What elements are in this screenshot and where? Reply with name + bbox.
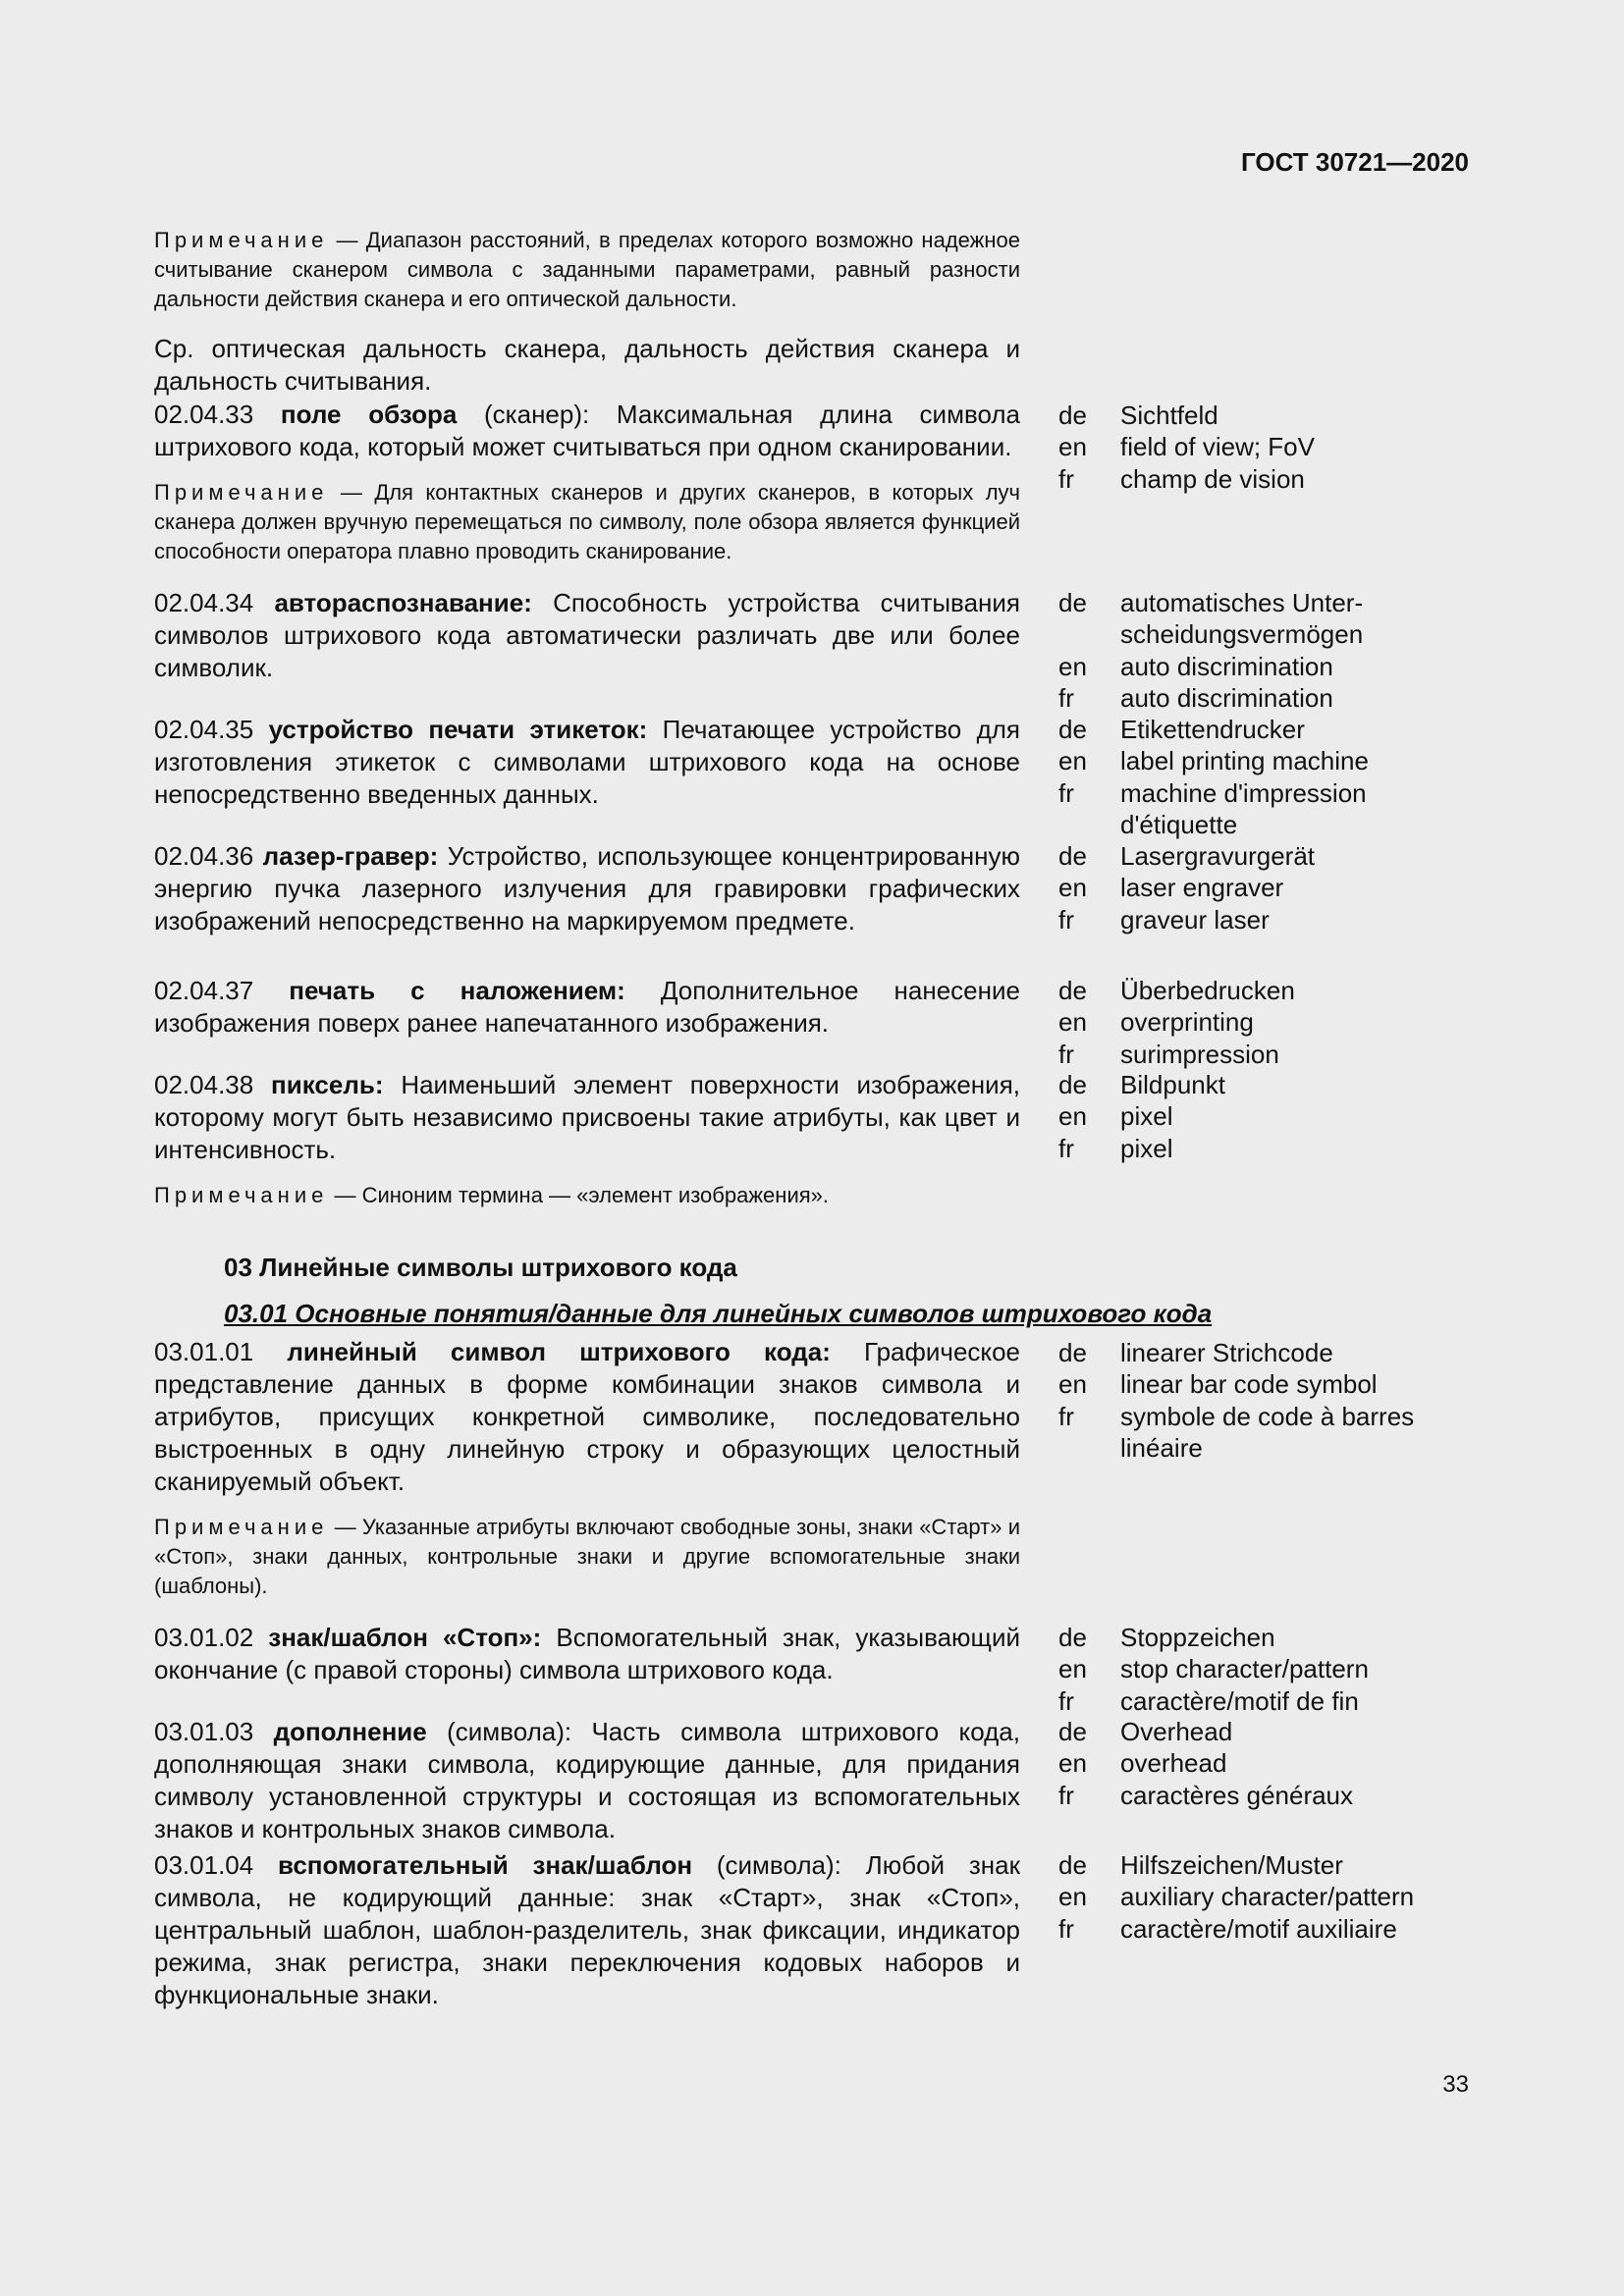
lang-row xyxy=(1058,1747,1490,1779)
lang-row xyxy=(1058,714,1490,745)
lang-row xyxy=(1058,1133,1490,1164)
note-dash: — xyxy=(336,228,358,252)
entry-term: поле обзора xyxy=(280,400,458,429)
lang-term: label printing machine xyxy=(1120,746,1369,776)
lang-code: en xyxy=(1058,1007,1087,1038)
note-dash: — xyxy=(340,480,362,505)
lang-code: en xyxy=(1058,873,1087,903)
lang-code: de xyxy=(1058,1623,1087,1652)
entry-03-01-03 xyxy=(154,1716,1020,1845)
lang-row xyxy=(1058,1006,1490,1038)
lang-row xyxy=(1058,1069,1490,1100)
entry-02-04-38 xyxy=(154,1069,1020,1166)
entry-number: 03.01.02 xyxy=(154,1623,254,1652)
page-number: 33 xyxy=(1442,2071,1469,2098)
note-field-of-view xyxy=(154,478,1020,566)
lang-row xyxy=(1058,745,1490,776)
lang-term: auxiliary character/pattern xyxy=(1120,1882,1415,1912)
lang-term: Etikettendrucker xyxy=(1120,715,1305,744)
lang-term: Bildpunkt xyxy=(1120,1070,1225,1099)
lang-row xyxy=(1058,840,1490,872)
lang-term: surimpression xyxy=(1120,1039,1279,1069)
lang-row xyxy=(1058,904,1490,935)
lang-code: en xyxy=(1058,1748,1087,1779)
lang-term: Hilfszeichen/Muster xyxy=(1120,1850,1343,1880)
lang-row xyxy=(1058,618,1490,650)
entry-number: 03.01.03 xyxy=(154,1717,254,1746)
lang-code: en xyxy=(1058,651,1087,681)
entry-03-01-04 xyxy=(154,1849,1020,2011)
entry-term: лазер-гравер: xyxy=(262,841,439,871)
lang-term: Lasergravurgerät xyxy=(1120,841,1315,871)
lang-term: stop character/pattern xyxy=(1120,1654,1369,1684)
lang-code: fr xyxy=(1058,1133,1074,1163)
entry-02-04-35 xyxy=(154,714,1020,811)
lang-row xyxy=(1058,872,1490,903)
entry-definition: (сканер): Максимальная длина символа штрихового кода, который может считываться при одном сканировании. xyxy=(154,400,1020,461)
lang-code: en xyxy=(1058,1654,1087,1684)
lang-row xyxy=(1058,1913,1490,1945)
lang-term: caractère/motif auxiliaire xyxy=(1120,1913,1397,1944)
entry-definition: Вспомогательный знак, указывающий окончание (с правой стороны) символа штрихового кода. xyxy=(154,1623,1020,1684)
lang-row xyxy=(1058,682,1490,714)
entry-number: 03.01.01 xyxy=(154,1337,254,1366)
entry-term: печать с наложением: xyxy=(289,976,625,1005)
lang-term: champ de vision xyxy=(1120,463,1305,494)
lang-term: graveur laser xyxy=(1120,904,1270,934)
lang-row xyxy=(1058,975,1490,1006)
entry-term: устройство печати этикеток: xyxy=(268,715,648,744)
lang-row xyxy=(1058,463,1490,495)
lang-term: Sichtfeld xyxy=(1120,400,1218,430)
lang-term: pixel xyxy=(1120,1133,1173,1163)
entry-term: пиксель: xyxy=(271,1070,384,1099)
lang-code: fr xyxy=(1058,1685,1074,1716)
lang-code: de xyxy=(1058,1850,1087,1880)
lang-term: Stoppzeichen xyxy=(1120,1623,1275,1652)
lang-code: fr xyxy=(1058,777,1074,808)
lang-row xyxy=(1058,1622,1490,1653)
entry-02-04-37 xyxy=(154,975,1020,1040)
lang-term: laser engraver xyxy=(1120,873,1284,903)
entry-term: знак/шаблон «Стоп»: xyxy=(268,1623,542,1652)
lang-term: pixel xyxy=(1120,1101,1173,1132)
lang-term: symbole de code à barres xyxy=(1120,1401,1415,1431)
lang-block-03-01-04 xyxy=(1058,1849,1490,1945)
lang-row xyxy=(1058,777,1490,809)
entry-definition: (символа): Любой знак символа, не кодирующий данные: знак «Старт», знак «Стоп», центральный шаблон, шаблон-разделитель, знак фиксации, индикатор режима, знак регистра, знаки переключения кодовых наборов и функциональные знаки. xyxy=(154,1850,1020,2009)
lang-code: fr xyxy=(1058,1913,1074,1944)
lang-term: auto discrimination xyxy=(1120,682,1333,713)
lang-term: Überbedrucken xyxy=(1120,976,1295,1005)
entry-definition: Печатающее устройство для изготовления этикеток с символами штрихового кода на основе непосредственно введенных данных. xyxy=(154,715,1020,809)
entry-03-01-02 xyxy=(154,1622,1020,1686)
lang-code: fr xyxy=(1058,904,1074,934)
lang-term: caractère/motif de fin xyxy=(1120,1685,1359,1716)
lang-block-02-04-37 xyxy=(1058,975,1490,1070)
section-heading-03: 03 Линейные символы штрихового кода xyxy=(224,1253,737,1282)
lang-row xyxy=(1058,1881,1490,1912)
lang-code: en xyxy=(1058,746,1087,776)
lang-code: fr xyxy=(1058,1401,1074,1431)
lang-block-02-04-38 xyxy=(1058,1069,1490,1164)
lang-block-02-04-35 xyxy=(1058,714,1490,840)
lang-term: overprinting xyxy=(1120,1007,1254,1038)
lang-term: field of view; FoV xyxy=(1120,432,1315,462)
entry-number: 03.01.04 xyxy=(154,1850,254,1880)
lang-code: en xyxy=(1058,1369,1087,1400)
note-pixel xyxy=(154,1181,1020,1210)
entry-number: 02.04.38 xyxy=(154,1070,254,1099)
entry-02-04-34 xyxy=(154,587,1020,684)
lang-row xyxy=(1058,1780,1490,1811)
lang-row xyxy=(1058,1716,1490,1747)
note-distance xyxy=(154,226,1020,314)
lang-code: de xyxy=(1058,400,1087,430)
lang-block-03-01-01 xyxy=(1058,1337,1490,1464)
note-dash: — xyxy=(334,1515,356,1539)
lang-term: linearer Strichcode xyxy=(1120,1338,1333,1367)
lang-block-02-04-34 xyxy=(1058,587,1490,714)
entry-term: дополнение xyxy=(273,1717,427,1746)
lang-row xyxy=(1058,1039,1490,1070)
lang-row xyxy=(1058,1432,1490,1464)
lang-block-02-04-33 xyxy=(1058,400,1490,495)
note-attributes xyxy=(154,1513,1020,1601)
lang-row xyxy=(1058,1368,1490,1400)
entry-definition: Устройство, использующее концентрированную энергию пучка лазерного излучения для гравировки графических изображений непосредственно на маркируемом предмете. xyxy=(154,841,1020,935)
lang-block-03-01-03 xyxy=(1058,1716,1490,1811)
lang-term: machine d'impression xyxy=(1120,777,1367,808)
entry-number: 02.04.37 xyxy=(154,976,254,1005)
lang-code: de xyxy=(1058,715,1087,744)
lang-row xyxy=(1058,400,1490,431)
section-heading-03-01: 03.01 Основные понятия/данные для линейных символов штрихового кода xyxy=(224,1299,1213,1328)
lang-row xyxy=(1058,587,1490,618)
note-label: Примечание xyxy=(154,480,329,505)
lang-term: overhead xyxy=(1120,1748,1227,1779)
lang-row xyxy=(1058,431,1490,462)
lang-row xyxy=(1058,1849,1490,1881)
lang-code: en xyxy=(1058,1101,1087,1132)
lang-row xyxy=(1058,809,1490,840)
note-dash: — xyxy=(334,1183,356,1207)
lang-code: de xyxy=(1058,1070,1087,1099)
lang-code: de xyxy=(1058,841,1087,871)
entry-term: линейный символ штрихового кода: xyxy=(287,1337,831,1366)
lang-row xyxy=(1058,651,1490,682)
lang-term: d'étiquette xyxy=(1120,809,1238,839)
entry-03-01-01 xyxy=(154,1336,1020,1498)
entry-term: автораспознавание: xyxy=(274,588,532,617)
lang-block-03-01-02 xyxy=(1058,1622,1490,1717)
lang-block-02-04-36 xyxy=(1058,840,1490,935)
lang-code: de xyxy=(1058,1717,1087,1746)
lang-term: linear bar code symbol xyxy=(1120,1369,1378,1400)
entry-number: 02.04.33 xyxy=(154,400,254,429)
lang-row xyxy=(1058,1653,1490,1684)
note-text: Указанные атрибуты включают свободные зоны, знаки «Старт» и «Стоп», знаки данных, контрольные знаки и другие вспомогательные знаки (шаблоны). xyxy=(154,1515,1020,1598)
lang-code xyxy=(1058,618,1120,650)
entry-number: 02.04.34 xyxy=(154,588,254,617)
lang-code: de xyxy=(1058,1338,1087,1367)
entry-definition: Способность устройства считывания символов штрихового кода автоматически различать две или более символик. xyxy=(154,588,1020,682)
lang-row xyxy=(1058,1685,1490,1717)
lang-code: fr xyxy=(1058,463,1074,494)
entry-02-04-36 xyxy=(154,840,1020,937)
lang-code: de xyxy=(1058,588,1087,617)
note-text: Синоним термина — «элемент изображения». xyxy=(361,1183,829,1207)
lang-code: en xyxy=(1058,432,1087,462)
lang-term: automatisches Unter- xyxy=(1120,588,1364,617)
lang-code xyxy=(1058,809,1120,840)
lang-term: scheidungsvermögen xyxy=(1120,619,1364,650)
lang-row xyxy=(1058,1401,1490,1432)
entry-number: 02.04.35 xyxy=(154,715,254,744)
note-label: Примечание xyxy=(154,228,329,252)
lang-code: en xyxy=(1058,1882,1087,1912)
note-text: Для контактных сканеров и других сканеров, в которых луч сканера должен вручную перемещаться по символу, поле обзора является функцией способности оператора плавно проводить сканирование. xyxy=(154,480,1020,563)
lang-code: de xyxy=(1058,976,1087,1005)
lang-term: linéaire xyxy=(1120,1432,1203,1463)
lang-row xyxy=(1058,1100,1490,1132)
entry-definition: Наименьший элемент поверхности изображения, которому могут быть независимо присвоены такие атрибуты, как цвет и интенсивность. xyxy=(154,1070,1020,1164)
entry-number: 02.04.36 xyxy=(154,841,254,871)
lang-code: fr xyxy=(1058,682,1074,713)
lang-code: fr xyxy=(1058,1780,1074,1810)
entry-definition: (символа): Часть символа штрихового кода, дополняющая знаки символа, кодирующие данные, для придания символу установленной структуры и состоящая из вспомогательных знаков и контрольных знаков символа. xyxy=(154,1717,1020,1843)
lang-row xyxy=(1058,1337,1490,1368)
note-label: Примечание xyxy=(154,1515,329,1539)
standard-header: ГОСТ 30721—2020 xyxy=(1241,147,1469,177)
entry-02-04-33 xyxy=(154,399,1020,463)
lang-term: Overhead xyxy=(1120,1717,1233,1746)
lang-code xyxy=(1058,1432,1120,1464)
note-text: Диапазон расстояний, в пределах которого возможно надежное считывание сканером символа с заданными параметрами, равный разности дальности действия сканера и его оптической дальности. xyxy=(154,228,1020,311)
lang-code: fr xyxy=(1058,1039,1074,1069)
entry-definition: Графическое представление данных в форме комбинации знаков символа и атрибутов, присущих конкретной символике, последовательно выстроенных в одну линейную строку и образующих целостный сканируемый объект. xyxy=(154,1337,1020,1496)
lang-term: auto discrimination xyxy=(1120,651,1333,681)
entry-term: вспомогательный знак/шаблон xyxy=(278,1850,693,1880)
note-label: Примечание xyxy=(154,1183,329,1207)
cf-paragraph: Ср. оптическая дальность сканера, дальность действия сканера и дальность считывания. xyxy=(154,334,1020,396)
entry-definition: Дополнительное нанесение изображения поверх ранее напечатанного изображения. xyxy=(154,976,1020,1038)
lang-term: caractères généraux xyxy=(1120,1780,1354,1810)
